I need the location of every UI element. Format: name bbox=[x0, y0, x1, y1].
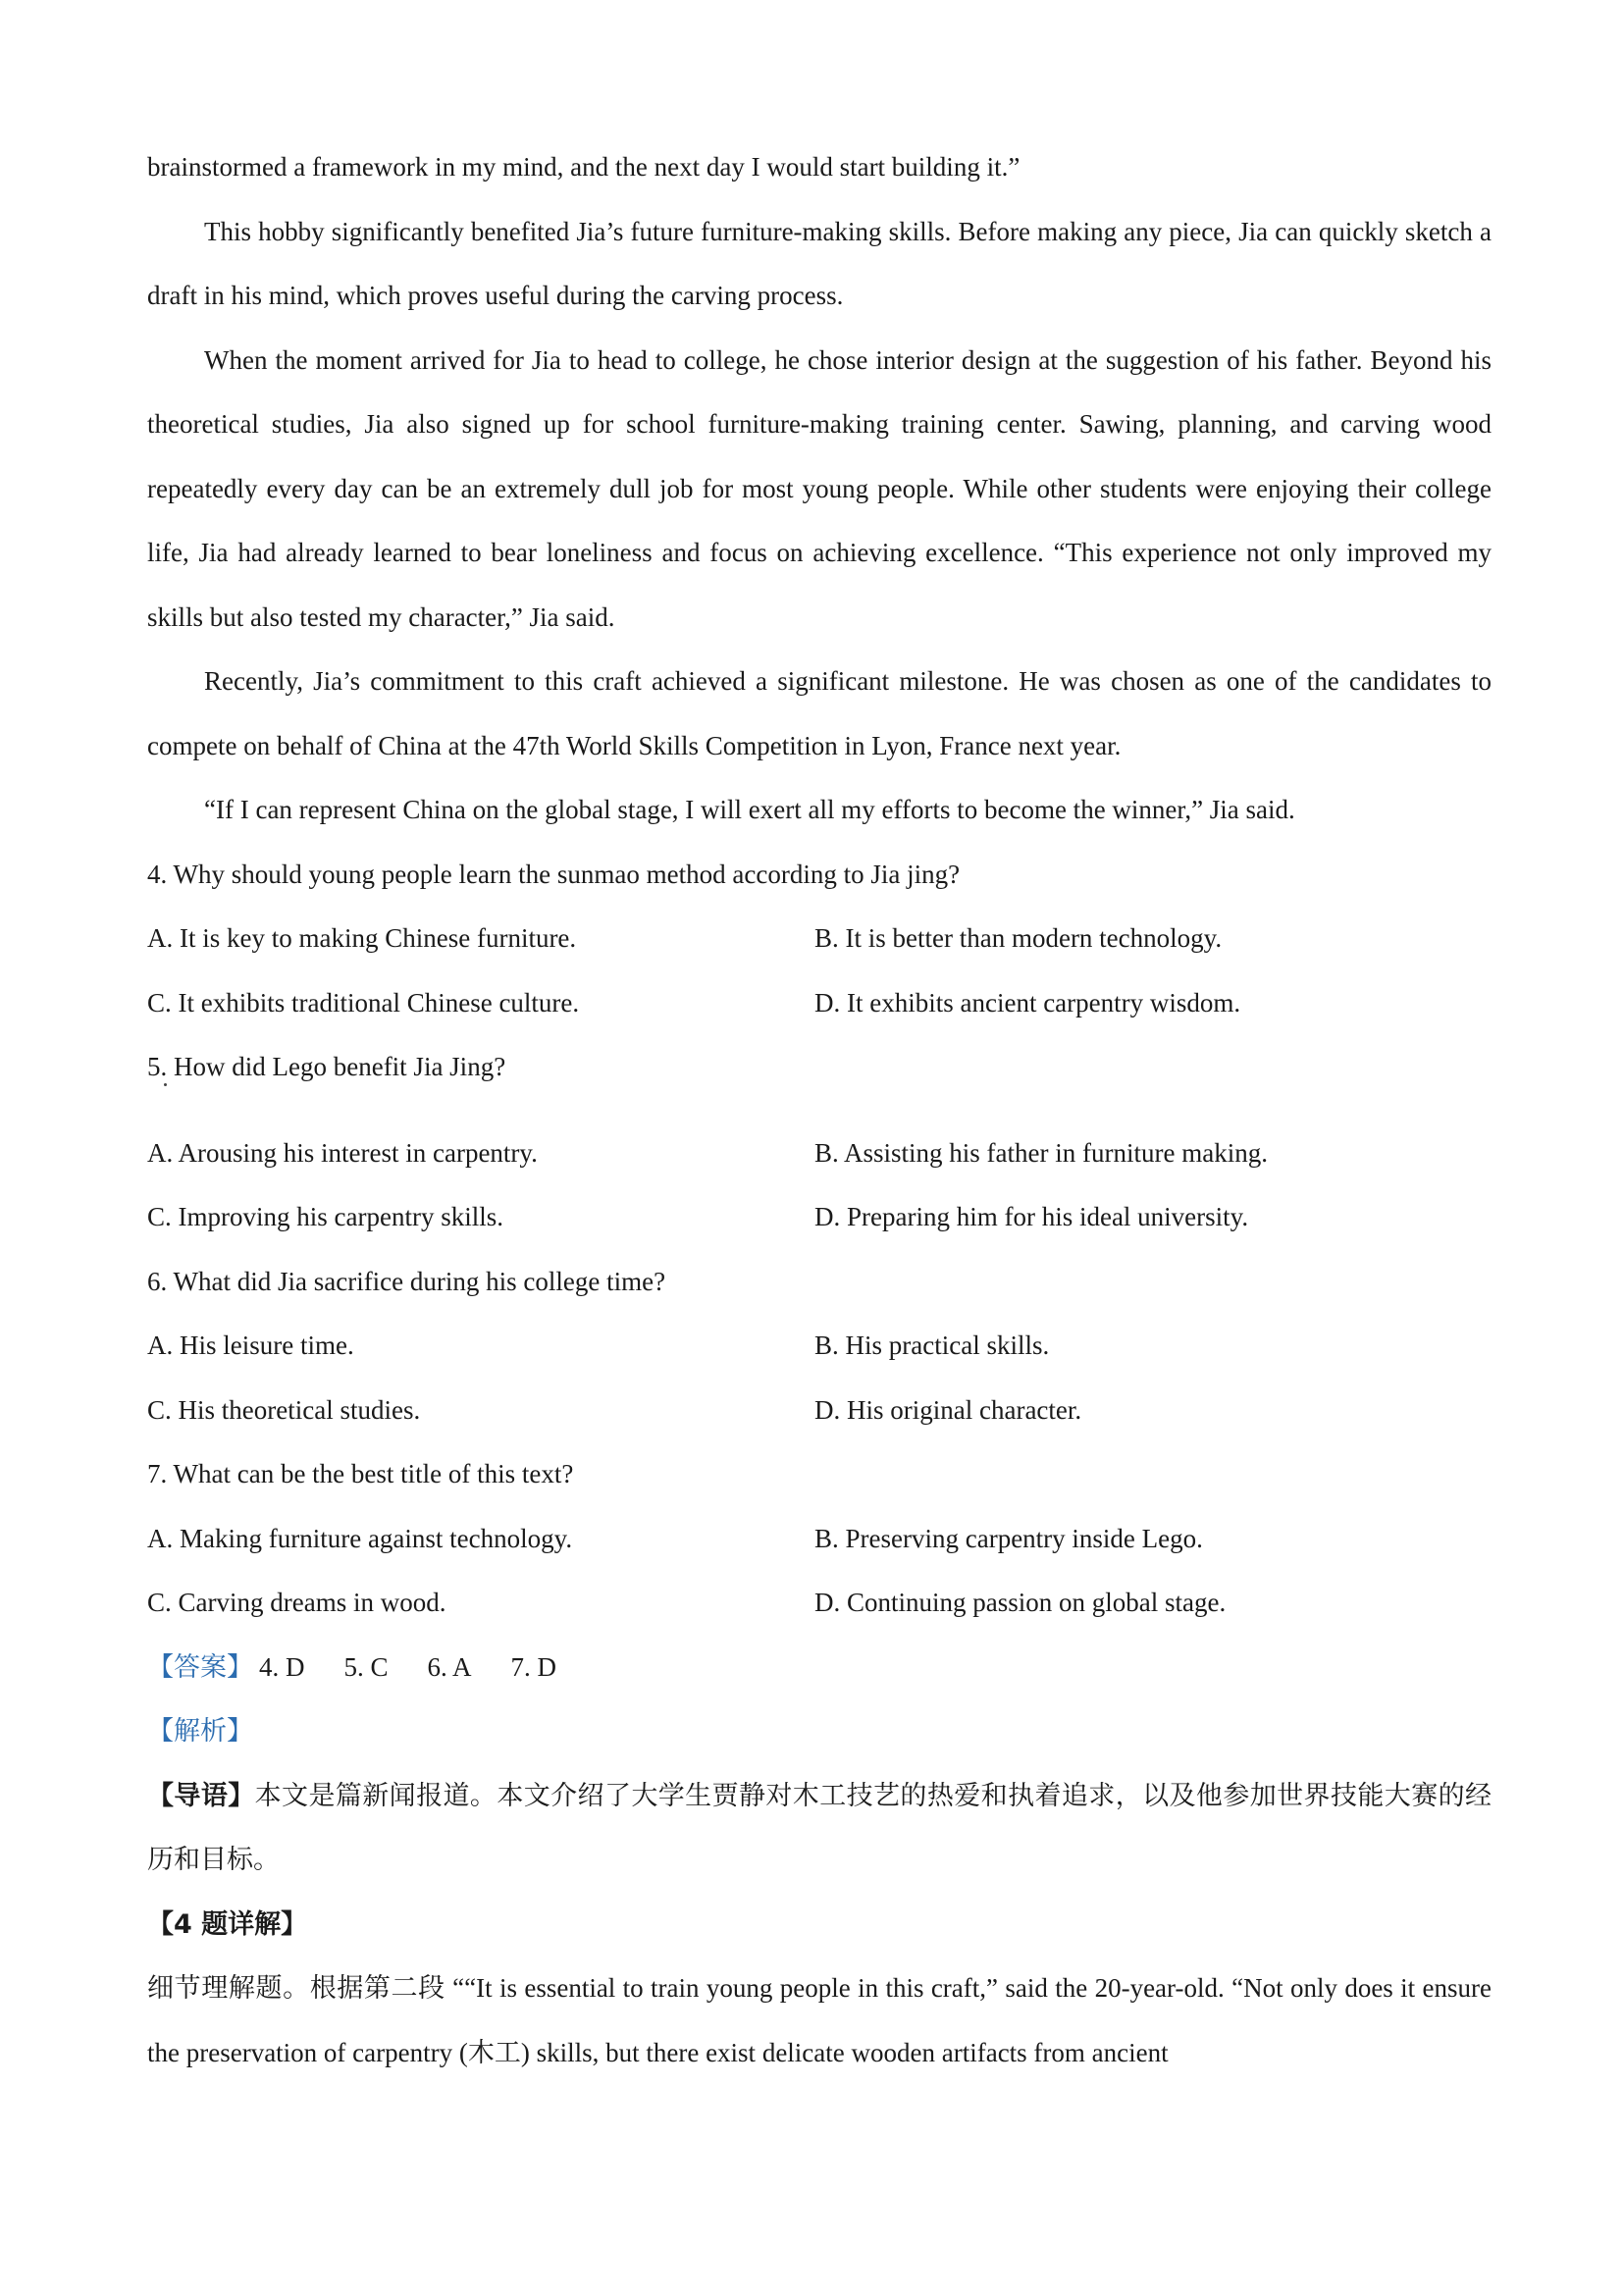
question-stem: 5. How did Lego benefit Jia Jing? bbox=[147, 1052, 506, 1081]
paragraph-1: brainstormed a framework in my mind, and the next day I would start building it.” bbox=[147, 152, 1021, 182]
spacer bbox=[147, 1100, 1492, 1122]
option-b: B. It is better than modern technology. bbox=[814, 923, 1223, 953]
answer-label: 【答案】 bbox=[147, 1651, 253, 1683]
option-b: B. Preserving carpentry inside Lego. bbox=[814, 1523, 1203, 1553]
answer-item: 5. C bbox=[343, 1651, 389, 1682]
detail-label: 【4 题详解】 bbox=[147, 1908, 308, 1940]
question-options bbox=[147, 907, 1492, 1035]
answer-item: 6. A bbox=[427, 1651, 472, 1682]
option-a: A. Arousing his interest in carpentry. bbox=[147, 1137, 538, 1168]
option-b: B. Assisting his father in furniture making. bbox=[814, 1137, 1268, 1168]
question-options bbox=[147, 1122, 1492, 1250]
option-c: C. Improving his carpentry skills. bbox=[147, 1202, 503, 1231]
option-c: C. His theoretical studies. bbox=[147, 1394, 421, 1425]
answer-item: 4. D bbox=[259, 1651, 305, 1682]
stray-mark bbox=[164, 1083, 167, 1086]
document-page bbox=[147, 135, 1492, 2085]
analysis-label: 【解析】 bbox=[147, 1716, 253, 1747]
option-a: A. His leisure time. bbox=[147, 1331, 354, 1360]
question-stem: 7. What can be the best title of this text? bbox=[147, 1459, 574, 1488]
option-d: D. Continuing passion on global stage. bbox=[814, 1588, 1227, 1617]
question-stem: 6. What did Jia sacrifice during his college time? bbox=[147, 1266, 666, 1296]
intro-text: 本文是篇新闻报道。本文介绍了大学生贾静对木工技艺的热爱和执着追求，以及他参加世界技能大赛的经历和目标。 bbox=[147, 1780, 1492, 1875]
option-a: A. It is key to making Chinese furniture. bbox=[147, 923, 577, 953]
question-7 bbox=[147, 1442, 1492, 1636]
answer-line bbox=[147, 1636, 1492, 1700]
option-b: B. His practical skills. bbox=[814, 1331, 1050, 1360]
intro-paragraph bbox=[147, 1764, 1492, 1893]
question-options bbox=[147, 1507, 1492, 1636]
detail-paragraph bbox=[147, 1957, 1492, 2085]
option-a: A. Making furniture against technology. bbox=[147, 1523, 573, 1553]
paragraph-3: When the moment arrived for Jia to head to college, he chose interior design at the suggestion of his father. Beyond his theoretical studies, Jia also signed up for school furniture-making training center. Sawing, planning, and carving wood repeatedly every day can be an extremely dull job for most young people. While other students were enjoying their college life, Jia had already learned to bear loneliness and focus on achieving excellence. “This experience not only improved my skills but also tested my character,” Jia said. bbox=[147, 344, 1492, 632]
question-4 bbox=[147, 843, 1492, 1036]
paragraph-2: This hobby significantly benefited Jia’s future furniture-making skills. Before making any piece, Jia can quickly sketch a draft in his mind, which proves useful during the carving process. bbox=[147, 216, 1492, 310]
intro-label: 【导语】 bbox=[147, 1780, 255, 1811]
paragraph-5: “If I can represent China on the global stage, I will exert all my efforts to become the winner,” Jia said. bbox=[204, 795, 1295, 824]
option-c: C. Carving dreams in wood. bbox=[147, 1588, 446, 1617]
option-d: D. Preparing him for his ideal university. bbox=[814, 1202, 1249, 1231]
question-5 bbox=[147, 1035, 1492, 1250]
detail-prefix: 细节理解题。根据第二段 bbox=[147, 1973, 445, 2004]
detail-text: ““It is essential to train young people in this craft,” said the 20-year-old. “Not only does it ensure the preservation of carpentry (木工) skills, but there exist delicate wooden artifacts from ancient bbox=[147, 1973, 1492, 2067]
option-d: D. It exhibits ancient carpentry wisdom. bbox=[814, 987, 1241, 1018]
option-d: D. His original character. bbox=[814, 1394, 1082, 1425]
paragraph-4: Recently, Jia’s commitment to this craft achieved a significant milestone. He was chosen as one of the candidates to compete on behalf of China at the 47th World Skills Competition in Lyon, France next year. bbox=[147, 666, 1492, 760]
option-c: C. It exhibits traditional Chinese culture. bbox=[147, 987, 580, 1018]
question-6 bbox=[147, 1250, 1492, 1443]
answer-item: 7. D bbox=[510, 1651, 557, 1682]
question-stem: 4. Why should young people learn the sunmao method according to Jia jing? bbox=[147, 859, 961, 889]
question-options bbox=[147, 1314, 1492, 1442]
